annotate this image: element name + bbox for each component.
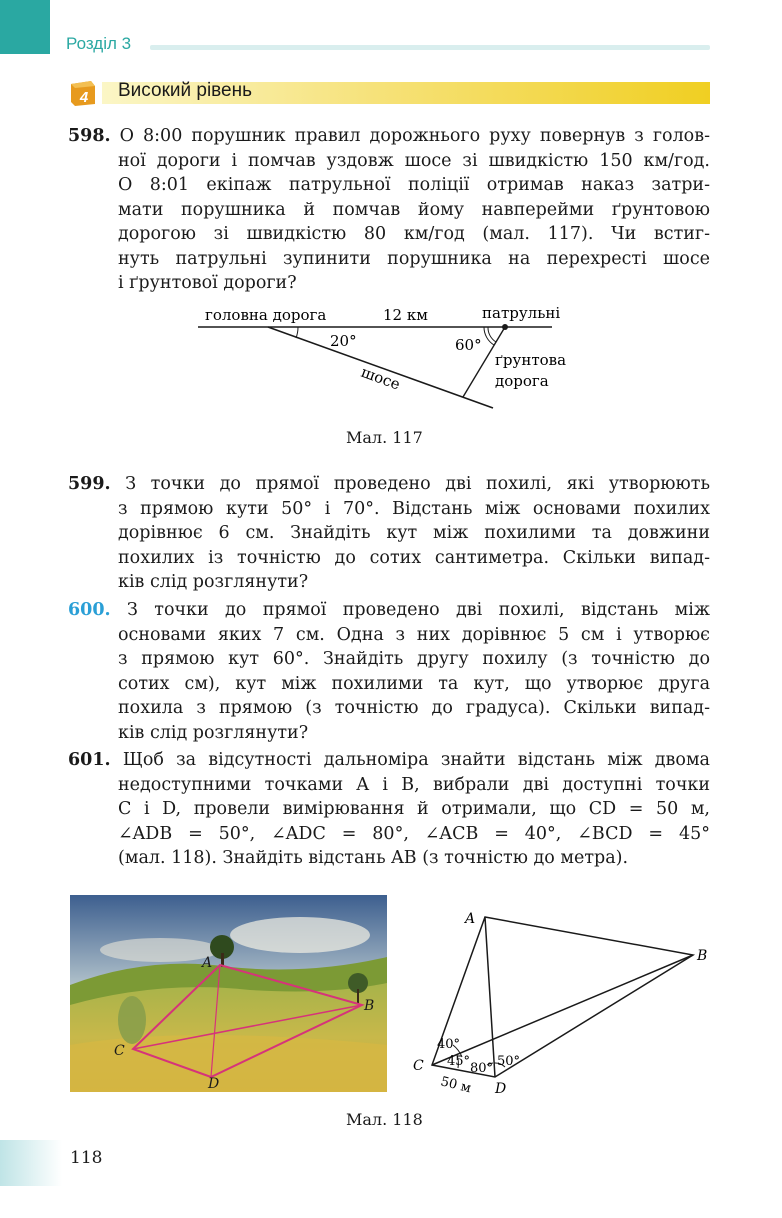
problem-number: 601. [68,750,111,770]
angle-60-label: 60° [455,336,482,354]
level-title: Високий рівень [118,80,253,101]
angle-60-arc-1 [488,327,496,342]
diagram-point-c: C [413,1058,424,1074]
problem-number: 600. [68,600,111,620]
problem-line: нуть патрульні зупинити порушника на перехресті шосе [118,248,710,269]
problem-line: О 8:00 порушник правил дорожнього руху повернув з голов- [119,126,710,146]
figure-118-diagram [405,905,715,1100]
photo-point-b: B [364,998,375,1014]
segment-cb [432,955,693,1065]
problem-line: дорівнює 6 см. Знайдіть кут між похилими та довжини [118,523,710,543]
problem-line: ків слід розглянути? [118,722,309,743]
photo-point-c: C [114,1043,125,1059]
problem-line: мати порушника й помчав йому навперейми ґрунтовою [118,199,710,220]
problem-599 [68,472,710,595]
figure-117-diagram [190,300,600,420]
problem-line: (мал. 118). Знайдіть відстань AB (з точністю до метра). [118,848,629,868]
problem-line: і ґрунтової дороги? [118,273,297,293]
dirt-road-label-2: дорога [495,372,549,390]
angle-20-label: 20° [330,332,357,350]
problem-601 [68,748,710,871]
diagram-point-a: A [465,911,476,927]
problem-line: похилих із точністю до сотих сантиметра. Скільки випад- [118,547,710,568]
problem-line: ∠ADB = 50°, ∠ADC = 80°, ∠ACB = 40°, ∠BCD = 45° [118,823,710,844]
problem-line: з прямою кути 50° і 70°. Відстань між основами похилих [118,498,710,519]
main-road-label: головна дорога [205,306,327,324]
problem-line: основами яких 7 см. Одна з них дорівнює 5 см і утворює [118,624,710,645]
problem-600 [68,598,710,745]
problem-number: 599. [68,474,111,494]
angle-45-label: 45° [447,1054,471,1069]
distance-label: 12 км [383,306,428,324]
problem-line: Щоб за відсутності дальноміра знайти відстань між двома [122,750,710,770]
problem-598 [68,124,710,296]
problem-line: О 8:01 екіпаж патрульної поліції отримав наказ затри- [118,175,710,195]
diagram-point-b: B [697,948,708,964]
section-label: Розділ 3 [66,34,132,53]
problem-number: 598. [68,126,111,146]
highway-label: шосе [358,362,403,394]
problem-line: дорогою зі швидкістю 80 км/год (мал. 117). Чи встиг- [118,224,710,244]
page-number: 118 [70,1148,103,1168]
problem-line: C і D, провели вимірювання й отримали, що CD = 50 м, [118,799,710,819]
cd-length-label: 50 м [439,1074,473,1097]
problem-line: недоступними точками A і B, вибрали дві доступні точки [118,774,710,795]
dirt-road-label-1: ґрунтова [495,351,567,369]
problem-line: сотих см), кут між похилими та кут, що утворює друга [118,673,710,694]
diagram-point-d: D [495,1081,507,1097]
angle-40-label: 40° [437,1037,461,1052]
segment-ad [485,917,495,1077]
figure-117-caption: Мал. 117 [346,428,423,447]
problem-line: похила з прямою (з точністю до градуса). Скільки випад- [118,698,710,718]
problem-line: ків слід розглянути? [118,572,309,592]
angle-50-label: 50° [497,1054,521,1069]
problem-line: з прямою кут 60°. Знайдіть другу похилу (з точністю до [118,649,710,669]
photo-point-a: A [202,955,213,971]
problem-line: ної дороги і помчав уздовж шосе зі швидкістю 150 км/год. [118,150,710,171]
angle-80-label: 80° [470,1061,494,1076]
angle-60-arc-2 [484,327,494,345]
photo-point-d: D [208,1076,220,1092]
figure-118-caption: Мал. 118 [346,1110,423,1129]
page-corner-decoration [0,1140,62,1186]
level-badge-number: 4 [79,89,89,106]
patrol-label: патрульні [482,304,561,322]
angle-20-arc [296,327,298,338]
landscape-photo [70,895,387,1092]
chapter-tab-marker [0,0,50,54]
problem-line: З точки до прямої проведено дві похилі, які утворюють [125,474,710,494]
level-badge-icon [68,78,98,108]
header-divider [150,45,710,50]
abcd-outline [432,917,693,1077]
problem-line: З точки до прямої проведено дві похилі, відстань між [127,600,710,620]
patrol-point [502,324,508,330]
